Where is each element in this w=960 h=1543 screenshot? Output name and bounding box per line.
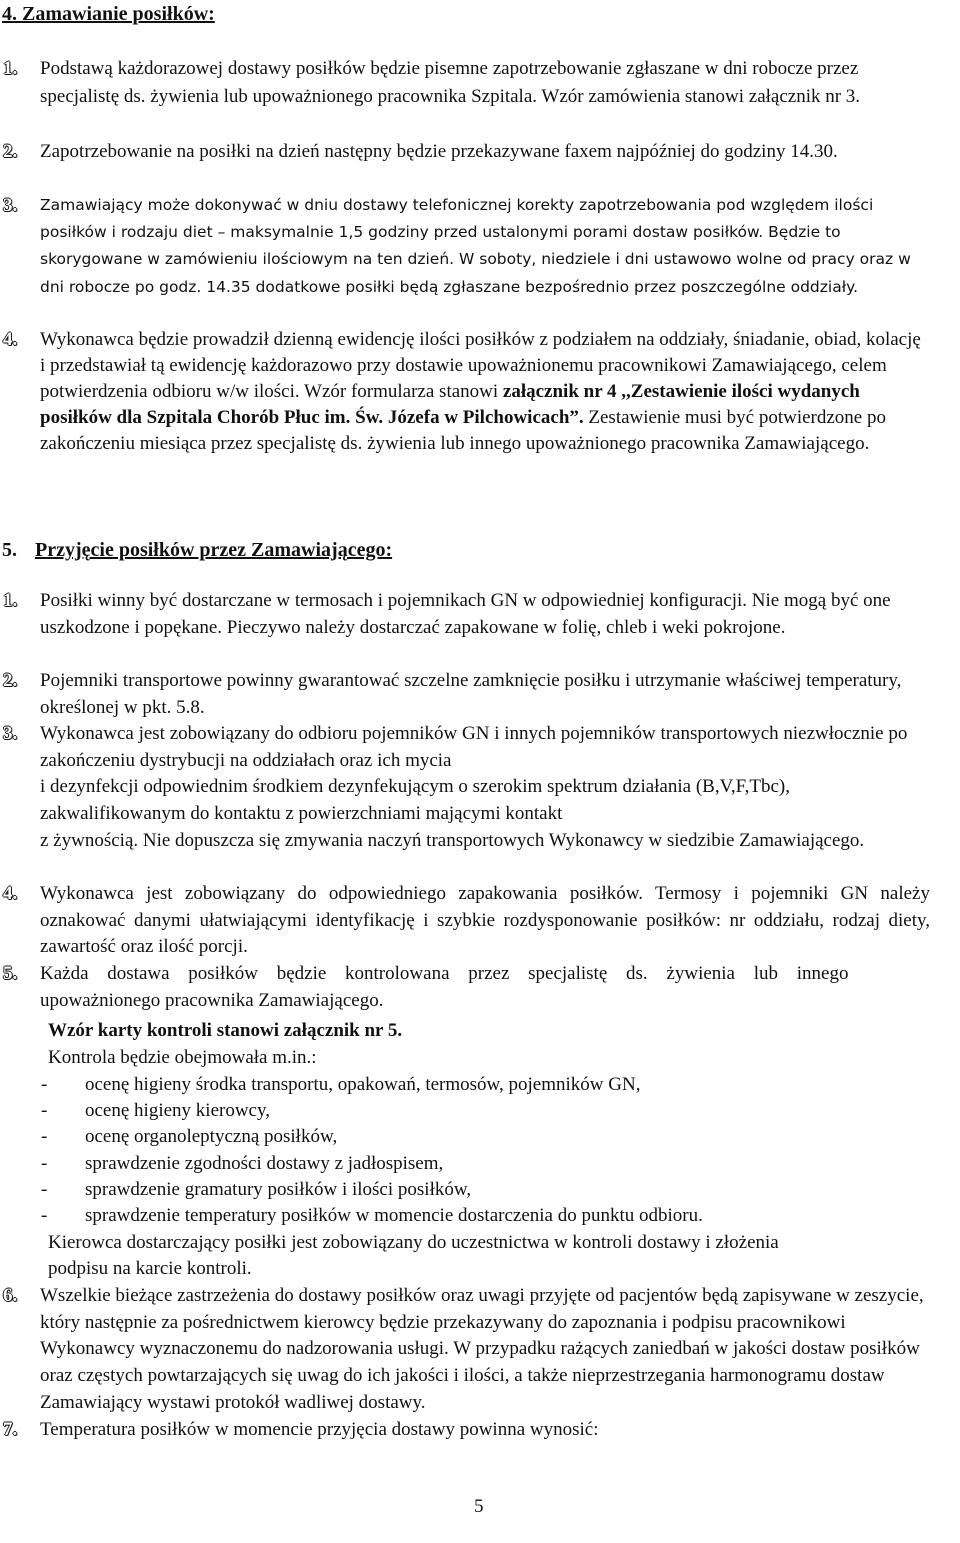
section-5-heading [2,537,392,563]
list-item [0,881,930,961]
section-4-list [0,55,925,457]
item-text: Wszelkie bieżące zastrzeżenia do dostawy posiłków oraz uwagi przyjęte od pacjentów będą zapisywane w zeszycie, który następnie za pośrednictwem kierowcy będzie przekazywany do zapoznania i podpisu pracownikowi Wykonawcy wyznaczonemu do nadzorowania usługi. W przypadku rażących zaniedbań w jakości dostaw posiłków oraz częstych powtarzających się uwag do ich jakości i ilości, a także nieprzestrzegania harmonogramu dostaw Zamawiający wystawi protokół wadliwej dostawy. [40,1285,924,1413]
item-number: 1. [3,590,18,611]
item-text-part: Wykonawca będzie prowadził dzienną ewidencję ilości posiłków z podziałem na oddziały, śniadanie, obiad, kolację i przedstawiał tą ewidencję każdorazowo przy dostawie upoważnionemu pracownikowi Zamawiającego, celem potwierdzenia odbioru w/w ilości. Wzór formularza stanowi [40,329,921,402]
list-item [0,721,930,881]
item-text: Zamawiający może dokonywać w dniu dostawy telefonicznej korekty zapotrzebowania pod względem ilości posiłków i rodzaju diet – maksymalnie 1,5 godziny przed ustalonymi porami dostaw posiłków. Będzie to skorygowane w zamówieniu ilościowym na ten dzień. W soboty, niedziele i dni ustawowo wolne od pracy oraz w dni robocze po godz. 14.35 dodatkowe posiłki będą zgłaszane bezpośrednio przez poszczególne oddziały. [40,196,911,296]
checklist-item: - sprawdzenie zgodności dostawy z jadłospisem, [40,1151,930,1177]
item-text: Wykonawca jest zobowiązany do odpowiedniego zapakowania posiłków. Termosy i pojemniki GN należy oznakować danymi ułatwiającymi identyfikację i szybkie rozdysponowanie posiłków: nr oddziału, rodzaj diety, zawartość oraz ilość porcji. [40,883,930,958]
checklist-item: - sprawdzenie temperatury posiłków w momencie dostarczenia do punktu odbioru. [40,1203,930,1229]
control-card-title: Wzór karty kontroli stanowi załącznik nr 5. [48,1020,403,1042]
item-number: 2. [3,670,18,691]
checklist-item: - ocenę higieny środka transportu, opakowań, termosów, pojemników GN, [40,1072,930,1098]
list-item [0,588,930,668]
item-text: Pojemniki transportowe powinny gwarantować szczelne zamknięcie posiłku i utrzymanie właściwej temperatury, określonej w pkt. 5.8. [40,670,902,718]
item-number: 4. [3,883,18,904]
control-intro: Kontrola będzie obejmowała m.in.: [48,1047,317,1069]
item-number: 6. [3,1285,18,1306]
list-item [0,55,925,138]
item-number: 3. [3,723,18,744]
list-item [0,668,930,721]
item-text: Zapotrzebowanie na posiłki na dzień następny będzie przekazywane faxem najpóźniej do godziny 14.30. [40,141,838,162]
item-text [40,327,925,457]
item-text: Temperatura posiłków w momencie przyjęcia dostawy powinna wynosić: [40,1419,599,1440]
list-item [0,1417,930,1444]
list-item [0,327,925,457]
driver-note [40,1230,930,1283]
item-text-line: Każda dostawa posiłków będzie kontrolowana przez specjalistę ds. żywienia lub innego [40,963,849,984]
item-text-part: Zestawienie musi być potwierdzone po zakończeniu miesiąca przez specjalistę ds. żywienia lub innego upoważnionego pracownika Zamawiającego. [40,407,886,454]
driver-note-line: Kierowca dostarczający posiłki jest zobowiązany do uczestnictwa w kontroli dostawy i złożenia [48,1231,779,1253]
list-item [0,192,925,327]
section-title: Przyjęcie posiłków przez Zamawiającego: [35,539,393,561]
attachment-reference: załącznik nr 4 ,,Zestawienie ilości wydanych posiłków dla Szpitala Chorób Płuc im. Św. Józefa w Pilchowicach”. [40,381,860,428]
item-number: 4. [3,329,18,350]
section-4-heading: 4. Zamawianie posiłków: [2,3,215,25]
item-number: 3. [3,195,18,216]
item-text-line: i dezynfekcji odpowiednim środkiem dezynfekującym o szerokim spektrum działania (B,V,F,Tbc), zakwalifikowanym do kontaktu z powierzchniami mającymi kontakt [40,776,791,825]
item-number: 7. [3,1419,18,1440]
section-5-list [0,588,930,1444]
control-checklist [40,1072,930,1230]
checklist-item: - sprawdzenie gramatury posiłków i ilości posiłków, [40,1177,930,1203]
item-text: Posiłki winny być dostarczane w termosach i pojemnikach GN w odpowiedniej konfiguracji. Nie mogą być one uszkodzone i popękane. Pieczywo należy dostarczać zapakowane w folię, chleb i weki pokrojone. [40,590,891,638]
item-text-line: upoważnionego pracownika Zamawiającego. [40,989,384,1011]
item-text: Podstawą każdorazowej dostawy posiłków będzie pisemne zapotrzebowanie zgłaszane w dni robocze przez specjalistę ds. żywienia lub upoważnionego pracownika Szpitala. Wzór zamówienia stanowi załącznik nr 3. [40,58,861,107]
list-item [0,138,925,192]
item-text-line: Wykonawca jest zobowiązany do odbioru pojemników GN i innych pojemników transportowych niezwłocznie po zakończeniu dystrybucji na oddziałach oraz ich mycia [40,723,908,771]
driver-note-line: podpisu na karcie kontroli. [48,1258,252,1280]
checklist-item: - ocenę organoleptyczną posiłków, [40,1124,930,1150]
item-text-line: z żywnością. Nie dopuszcza się zmywania naczyń transportowych Wykonawcy w siedzibie Zamawiającego. [40,829,865,851]
item-number: 5. [3,963,18,984]
list-item [0,961,930,1283]
section-number: 5. [2,539,17,561]
page-number: 5 [474,1496,484,1517]
list-item [0,1283,930,1417]
checklist-item: - ocenę higieny kierowcy, [40,1098,930,1124]
item-number: 1. [3,58,18,79]
item-number: 2. [3,141,18,162]
